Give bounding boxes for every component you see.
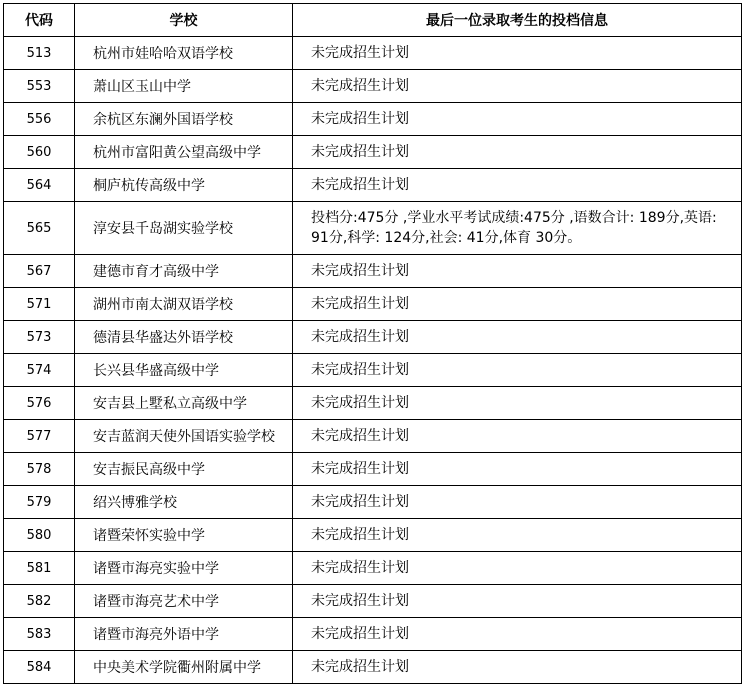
- admissions-table: [3, 3, 742, 684]
- table-row: [4, 651, 742, 684]
- header-code: 代码: [4, 4, 75, 37]
- table-row: [4, 585, 742, 618]
- cell-code: 577: [4, 420, 75, 453]
- table-row: [4, 136, 742, 169]
- cell-code: 578: [4, 453, 75, 486]
- cell-code: 574: [4, 354, 75, 387]
- cell-school: 杭州市富阳黄公望高级中学: [75, 136, 293, 169]
- table-header: [4, 4, 742, 37]
- cell-code: 565: [4, 202, 75, 255]
- cell-school: 诸暨市海亮艺术中学: [75, 585, 293, 618]
- table-row: [4, 354, 742, 387]
- cell-code: 556: [4, 103, 75, 136]
- table-row: [4, 255, 742, 288]
- table-row: [4, 321, 742, 354]
- cell-school: 建德市育才高级中学: [75, 255, 293, 288]
- table-row: [4, 519, 742, 552]
- cell-school: 诸暨市海亮外语中学: [75, 618, 293, 651]
- table-body: [4, 37, 742, 684]
- table-row: [4, 202, 742, 255]
- cell-info: 未完成招生计划: [293, 70, 742, 103]
- header-school: 学校: [75, 4, 293, 37]
- table-row: [4, 103, 742, 136]
- table-row: [4, 387, 742, 420]
- cell-school: 湖州市南太湖双语学校: [75, 288, 293, 321]
- cell-school: 德清县华盛达外语学校: [75, 321, 293, 354]
- cell-code: 581: [4, 552, 75, 585]
- cell-school: 安吉振民高级中学: [75, 453, 293, 486]
- cell-school: 余杭区东澜外国语学校: [75, 103, 293, 136]
- table-row: [4, 169, 742, 202]
- table-row: [4, 552, 742, 585]
- cell-code: 583: [4, 618, 75, 651]
- cell-school: 桐庐杭传高级中学: [75, 169, 293, 202]
- cell-school: 杭州市娃哈哈双语学校: [75, 37, 293, 70]
- cell-code: 564: [4, 169, 75, 202]
- cell-info: 投档分:475分 ,学业水平考试成绩:475分 ,语数合计: 189分,英语: 91分,科学: 124分,社会: 41分,体育 30分。: [293, 202, 742, 255]
- cell-code: 573: [4, 321, 75, 354]
- table-row: [4, 37, 742, 70]
- header-info: 最后一位录取考生的投档信息: [293, 4, 742, 37]
- cell-school: 诸暨荣怀实验中学: [75, 519, 293, 552]
- cell-code: 576: [4, 387, 75, 420]
- cell-info: 未完成招生计划: [293, 552, 742, 585]
- cell-school: 淳安县千岛湖实验学校: [75, 202, 293, 255]
- cell-info: 未完成招生计划: [293, 288, 742, 321]
- cell-school: 诸暨市海亮实验中学: [75, 552, 293, 585]
- table-row: [4, 420, 742, 453]
- cell-info: 未完成招生计划: [293, 618, 742, 651]
- cell-code: 579: [4, 486, 75, 519]
- cell-info: 未完成招生计划: [293, 420, 742, 453]
- cell-code: 571: [4, 288, 75, 321]
- cell-code: 584: [4, 651, 75, 684]
- cell-school: 长兴县华盛高级中学: [75, 354, 293, 387]
- cell-info: 未完成招生计划: [293, 103, 742, 136]
- cell-code: 580: [4, 519, 75, 552]
- cell-info: 未完成招生计划: [293, 37, 742, 70]
- cell-school: 萧山区玉山中学: [75, 70, 293, 103]
- cell-code: 560: [4, 136, 75, 169]
- cell-code: 553: [4, 70, 75, 103]
- table-row: [4, 70, 742, 103]
- cell-school: 安吉县上墅私立高级中学: [75, 387, 293, 420]
- table-row: [4, 618, 742, 651]
- table-row: [4, 486, 742, 519]
- cell-info: 未完成招生计划: [293, 255, 742, 288]
- cell-info: 未完成招生计划: [293, 321, 742, 354]
- cell-info: 未完成招生计划: [293, 453, 742, 486]
- cell-school: 安吉蓝润天使外国语实验学校: [75, 420, 293, 453]
- header-row: [4, 4, 742, 37]
- cell-info: 未完成招生计划: [293, 651, 742, 684]
- table-row: [4, 453, 742, 486]
- table-row: [4, 288, 742, 321]
- cell-school: 中央美术学院衢州附属中学: [75, 651, 293, 684]
- cell-info: 未完成招生计划: [293, 169, 742, 202]
- cell-info: 未完成招生计划: [293, 486, 742, 519]
- cell-school: 绍兴博雅学校: [75, 486, 293, 519]
- cell-info: 未完成招生计划: [293, 354, 742, 387]
- cell-code: 582: [4, 585, 75, 618]
- cell-info: 未完成招生计划: [293, 519, 742, 552]
- cell-code: 567: [4, 255, 75, 288]
- cell-code: 513: [4, 37, 75, 70]
- cell-info: 未完成招生计划: [293, 585, 742, 618]
- cell-info: 未完成招生计划: [293, 136, 742, 169]
- cell-info: 未完成招生计划: [293, 387, 742, 420]
